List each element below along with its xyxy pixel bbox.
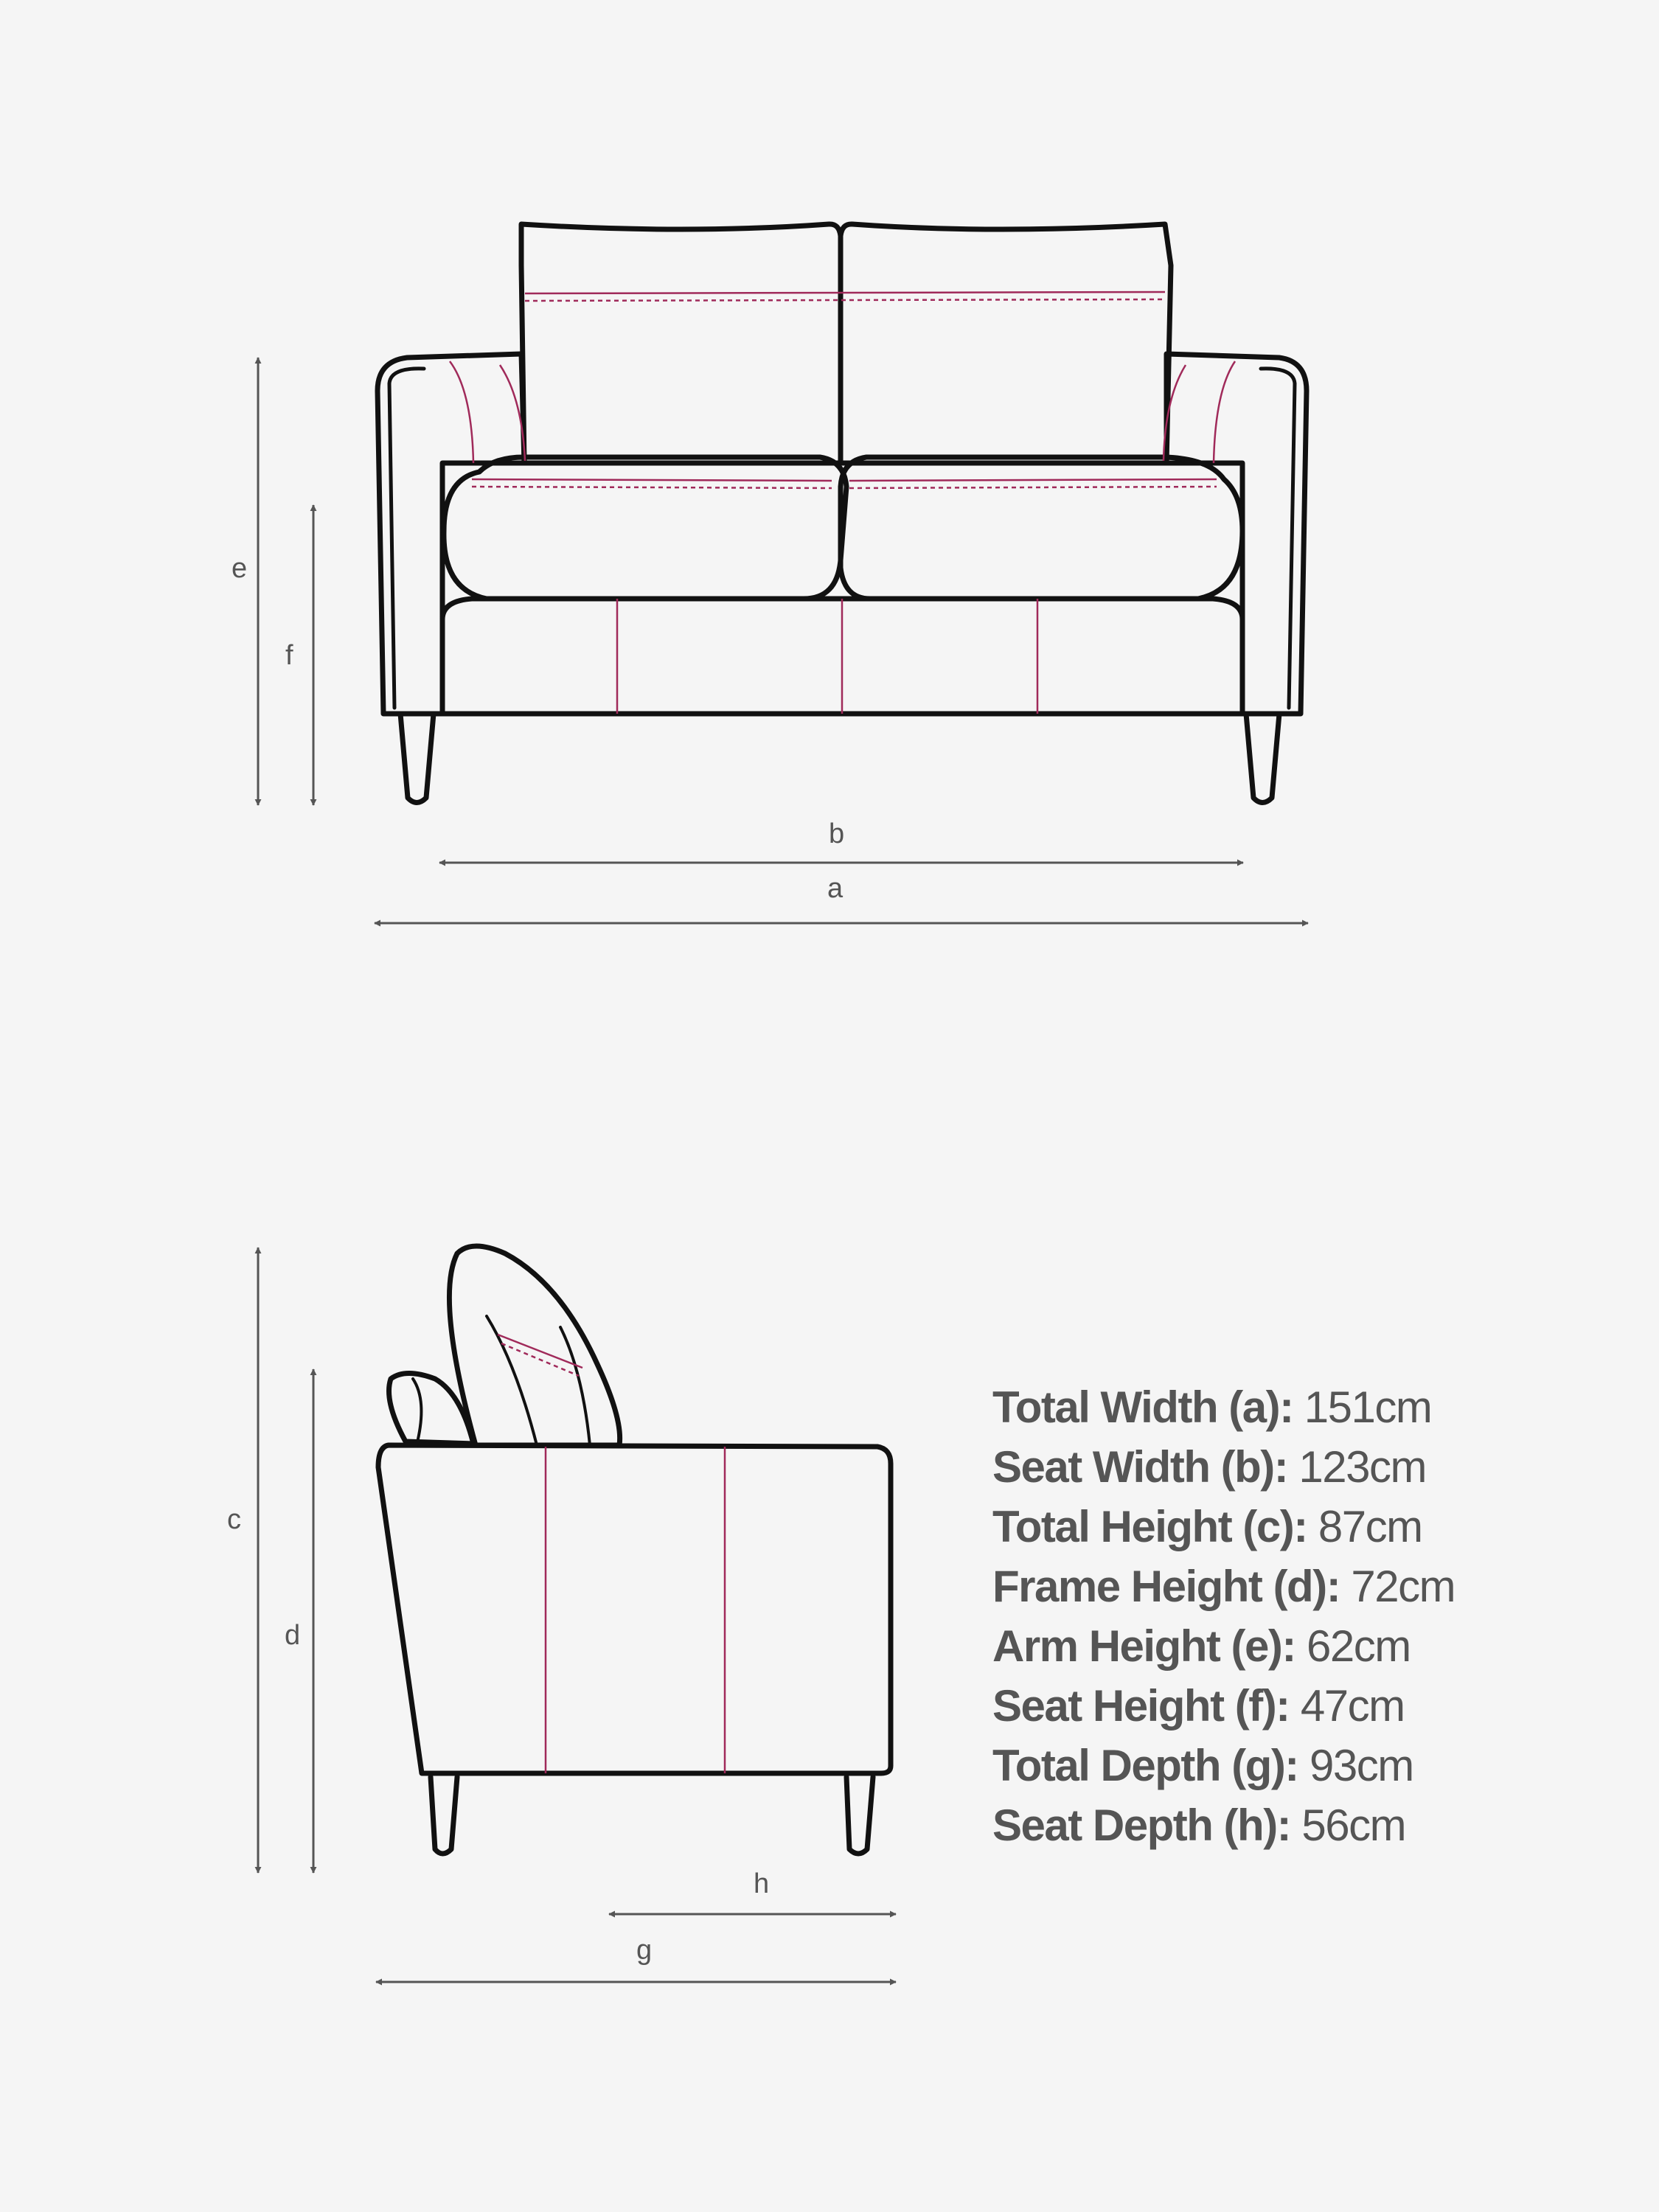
side-body [378, 1445, 891, 1773]
dim-label-h: h [754, 1868, 770, 1899]
dim-label-g: g [636, 1935, 653, 1966]
side-back-cushion [449, 1246, 619, 1445]
front-left-arm [378, 354, 524, 714]
spec-frame-height [992, 1557, 1455, 1616]
spec-label: Frame Height (d): [992, 1562, 1340, 1611]
spec-arm-height [992, 1616, 1455, 1676]
spec-total-width [992, 1377, 1455, 1437]
spec-value: 56cm [1301, 1801, 1406, 1850]
spec-seat-width [992, 1437, 1455, 1497]
sofa-front-view [378, 224, 1307, 803]
spec-value: 72cm [1351, 1562, 1455, 1611]
dimension-spec-list [992, 1377, 1455, 1855]
spec-value: 87cm [1318, 1502, 1422, 1551]
front-left-leg [400, 714, 434, 803]
spec-label: Arm Height (e): [992, 1621, 1295, 1671]
spec-label: Seat Height (f): [992, 1681, 1290, 1731]
side-back-leg [431, 1777, 457, 1854]
spec-label: Seat Width (b): [992, 1442, 1288, 1492]
spec-label: Seat Depth (h): [992, 1801, 1291, 1850]
front-back-cushion-left [521, 224, 841, 463]
dim-label-b: b [829, 818, 845, 849]
spec-value: 123cm [1298, 1442, 1426, 1492]
side-front-leg [846, 1777, 873, 1854]
dim-label-e: e [232, 553, 248, 584]
spec-total-height [992, 1497, 1455, 1557]
spec-label: Total Height (c): [992, 1502, 1307, 1551]
spec-value: 93cm [1309, 1741, 1413, 1790]
front-back-cushion-right [841, 224, 1171, 463]
spec-seat-height [992, 1676, 1455, 1736]
sofa-side-view [378, 1246, 891, 1854]
front-right-leg [1246, 714, 1279, 803]
front-right-arm [1166, 354, 1307, 714]
dim-label-d: d [285, 1620, 301, 1651]
spec-seat-depth [992, 1795, 1455, 1855]
spec-label: Total Width (a): [992, 1382, 1293, 1432]
spec-total-depth [992, 1736, 1455, 1795]
dim-label-f: f [285, 640, 293, 671]
spec-value: 47cm [1300, 1681, 1405, 1731]
dim-label-a: a [827, 873, 844, 904]
spec-value: 62cm [1307, 1621, 1411, 1671]
spec-label: Total Depth (g): [992, 1741, 1298, 1790]
spec-value: 151cm [1304, 1382, 1432, 1432]
dim-label-c: c [227, 1504, 241, 1535]
front-seat-cushion-left [444, 457, 846, 599]
front-seat-cushion-right [841, 457, 1242, 599]
